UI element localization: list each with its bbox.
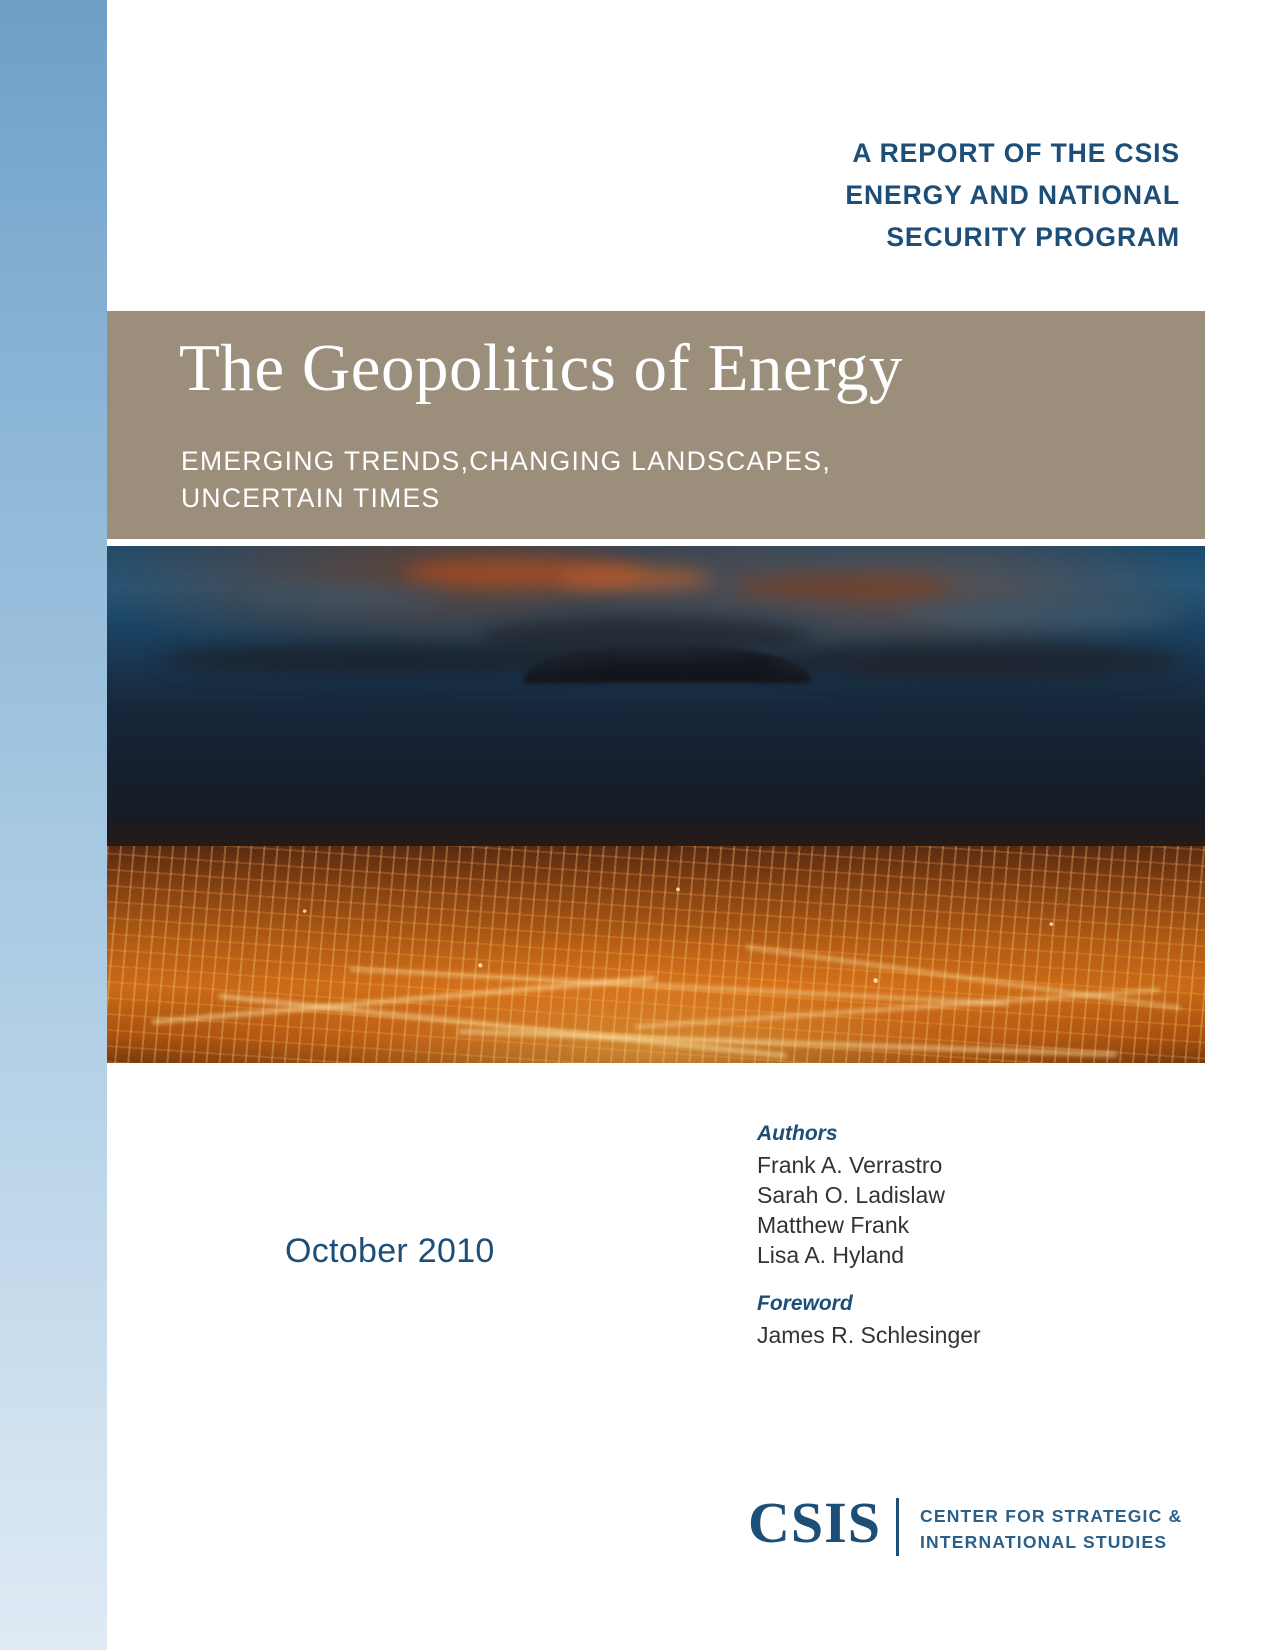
light-streak — [218, 994, 786, 1058]
csis-fullname-line-1: CENTER FOR STRATEGIC & — [920, 1506, 1183, 1526]
light-streak — [349, 968, 1007, 1005]
program-heading-line-3: SECURITY PROGRAM — [886, 222, 1180, 252]
left-color-band — [0, 0, 107, 1650]
cloud-shape — [250, 588, 448, 608]
cloud-shape — [898, 601, 1183, 627]
photo-city-lights — [107, 846, 1205, 1063]
light-streak — [746, 946, 1181, 1010]
author-name: Frank A. Verrastro — [757, 1152, 943, 1178]
authors-label: Authors — [757, 1122, 838, 1145]
light-streak — [635, 988, 1161, 1028]
page-subtitle — [181, 443, 1181, 517]
program-heading — [700, 132, 1180, 258]
logo-divider — [896, 1498, 899, 1556]
author-name: Sarah O. Ladislaw — [757, 1182, 945, 1208]
page-subtitle-line-1: EMERGING TRENDS,CHANGING LANDSCAPES, — [181, 446, 832, 476]
csis-wordmark: CSIS — [748, 1490, 881, 1555]
foreword-label: Foreword — [757, 1292, 853, 1315]
program-heading-line-2: ENERGY AND NATIONAL — [845, 180, 1180, 210]
author-name: Matthew Frank — [757, 1212, 910, 1238]
author-name: Lisa A. Hyland — [757, 1242, 905, 1268]
foreword-author-name: James R. Schlesinger — [757, 1322, 981, 1348]
publication-date: October 2010 — [285, 1232, 495, 1270]
csis-fullname — [920, 1503, 1182, 1555]
title-band — [107, 311, 1205, 539]
program-heading-line-1: A REPORT OF THE CSIS — [852, 138, 1180, 168]
credits-block — [757, 1122, 1177, 1350]
cloud-shape — [733, 575, 953, 598]
light-streak — [458, 1030, 1117, 1057]
credits-spacer — [757, 1270, 1177, 1292]
light-streak — [152, 976, 656, 1024]
page-subtitle-line-2: UNCERTAIN TIMES — [181, 483, 441, 513]
cloud-shape — [557, 569, 711, 589]
cloud-shape — [162, 644, 601, 677]
csis-logo — [748, 1490, 1183, 1568]
cloud-shape — [766, 644, 1183, 680]
csis-fullname-line-2: INTERNATIONAL STUDIES — [920, 1532, 1168, 1552]
page-title: The Geopolitics of Energy — [179, 331, 903, 405]
cover-photo — [107, 546, 1205, 1063]
